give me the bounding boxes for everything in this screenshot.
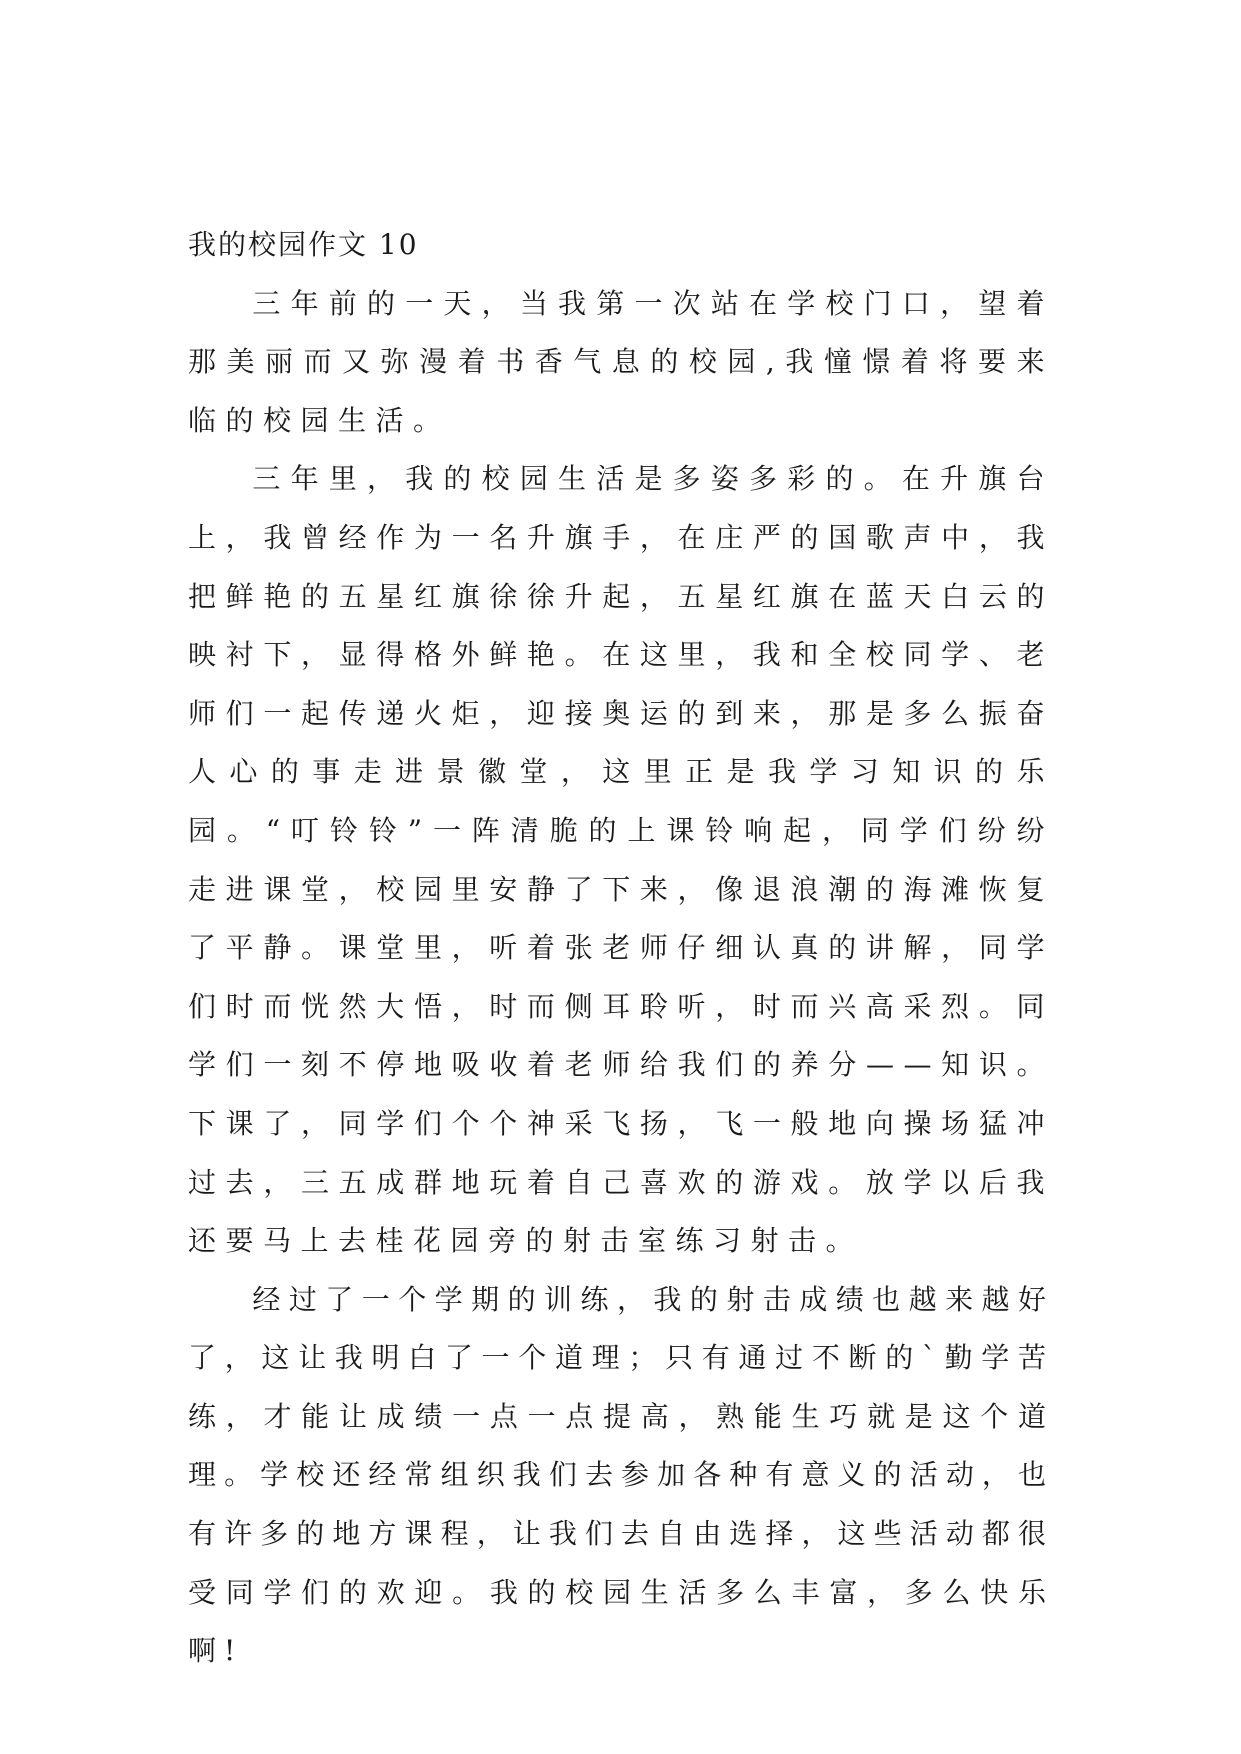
document-body — [188, 216, 1054, 1681]
paragraph-1: 三年前的一天，当我第一次站在学校门口，望着那美丽而又弥漫着书香气息的校园,我憧憬着将要来临的校园生活。 — [188, 286, 1054, 437]
paragraph-3: 经过了一个学期的训练，我的射击成绩也越来越好了，这让我明白了一个道理；只有通过不断的`勤学苦练，才能让成绩一点一点提高，熟能生巧就是这个道理。学校还经常组织我们去参加各种有意义的活动，也有许多的地方课程，让我们去自由选择，这些活动都很受同学们的欢迎。我的校园生活多么丰富，多么快乐啊! — [188, 1282, 1054, 1668]
document-title: 我的校园作文 10 — [188, 228, 419, 261]
paragraph-2: 三年里，我的校园生活是多姿多彩的。在升旗台上，我曾经作为一名升旗手，在庄严的国歌声中，我把鲜艳的五星红旗徐徐升起，五星红旗在蓝天白云的映衬下，显得格外鲜艳。在这里，我和全校同学、老师们一起传递火炬，迎接奥运的到来，那是多么振奋人心的事走进景徽堂，这里正是我学习知识的乐园。“叮铃铃”一阵清脆的上课铃响起，同学们纷纷走进课堂，校园里安静了下来，像退浪潮的海滩恢复了平静。课堂里，听着张老师仔细认真的讲解，同学们时而恍然大悟，时而侧耳聆听，时而兴高采烈。同学们一刻不停地吸收着老师给我们的养分——知识。下课了，同学们个个神采飞扬，飞一般地向操场猛冲过去，三五成群地玩着自己喜欢的游戏。放学以后我还要马上去桂花园旁的射击室练习射击。 — [188, 462, 1054, 1258]
